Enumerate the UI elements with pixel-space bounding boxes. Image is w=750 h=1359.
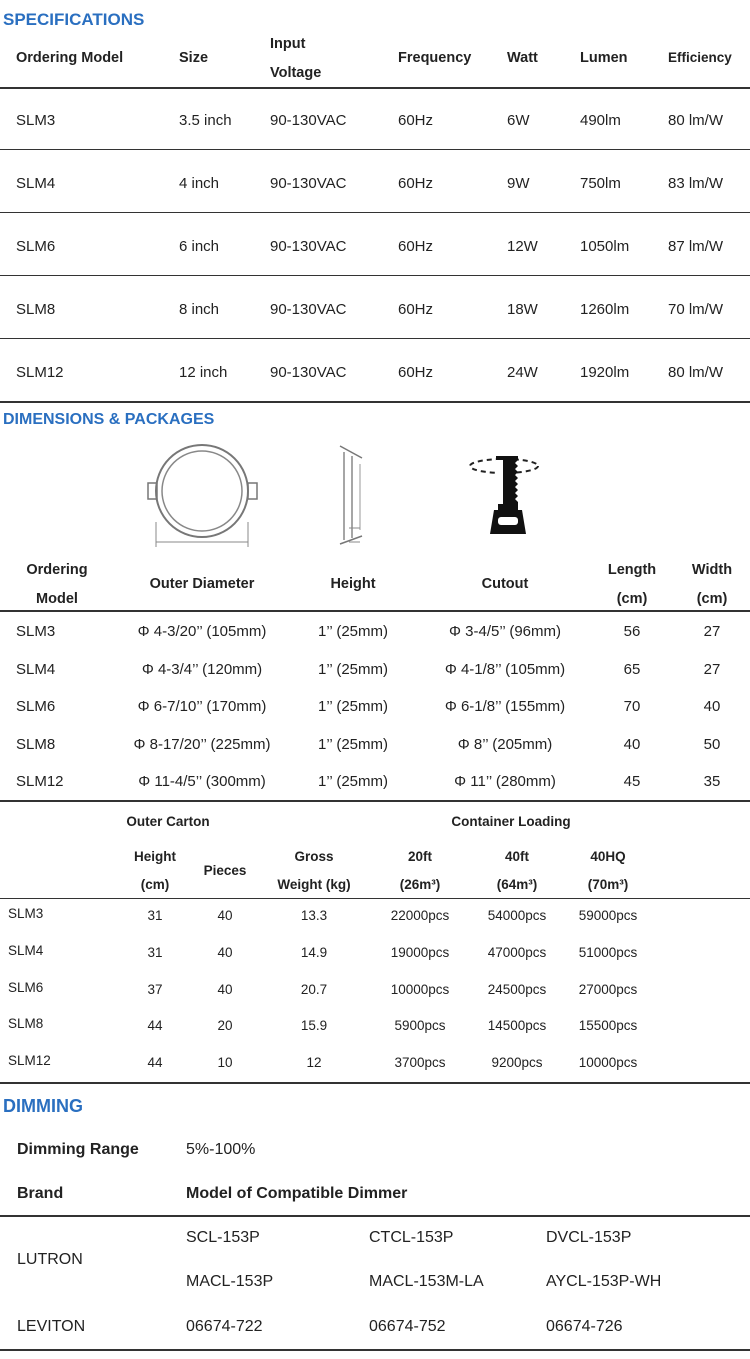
spec-row-rule	[0, 149, 750, 150]
pkg-cell-pieces: 40	[217, 981, 233, 997]
dim-cell-outer-diameter: Φ 6-7/10’’ (170mm)	[137, 698, 267, 715]
leviton-model-2: 06674-752	[369, 1318, 446, 1335]
spec-cell-model: SLM4	[16, 175, 56, 192]
dim-header-length-line1: Length	[607, 562, 657, 578]
lutron-model-4: MACL-153P	[186, 1273, 274, 1290]
spec-row-rule	[0, 275, 750, 276]
spec-header-frequency: Frequency	[398, 50, 472, 66]
dim-cell-cutout: Φ 11’’ (280mm)	[454, 773, 556, 790]
pkg-cell-pieces: 20	[217, 1018, 233, 1034]
pkg-cell-40ft: 9200pcs	[491, 1055, 543, 1071]
dim-cell-outer-diameter: Φ 4-3/4’’ (120mm)	[141, 660, 263, 678]
dim-header-outer-diameter: Outer Diameter	[149, 576, 255, 592]
spec-row-rule	[0, 338, 750, 339]
spec-cell-lumen: 1260lm	[580, 301, 630, 318]
pkg-cell-height: 44	[147, 1055, 163, 1071]
spec-cell-lumen: 1050lm	[580, 238, 630, 255]
dim-cell-cutout: Φ 6-1/8’’ (155mm)	[444, 698, 566, 715]
dimming-model-header: Model of Compatible Dimmer	[186, 1185, 408, 1202]
dimming-bottom-rule	[0, 1349, 750, 1351]
spec-cell-model: SLM3	[16, 112, 56, 129]
lutron-model-1: SCL-153P	[186, 1229, 260, 1246]
pkg-cell-height: 31	[147, 908, 163, 923]
dim-cell-model: SLM3	[16, 623, 56, 640]
pkg-cell-40ft: 47000pcs	[487, 944, 547, 960]
outer-diameter-drawing-icon	[145, 444, 260, 554]
dim-cell-length: 65	[623, 660, 641, 678]
lutron-model-2: CTCL-153P	[369, 1229, 454, 1246]
pkg-cell-height: 31	[147, 944, 163, 960]
pkg-header-height-line2: (cm)	[140, 877, 170, 892]
spec-cell-efficiency: 80 lm/W	[668, 112, 724, 129]
pkg-cell-20ft: 3700pcs	[394, 1055, 446, 1071]
dim-cell-length: 40	[623, 735, 641, 753]
dim-cell-width: 50	[703, 735, 721, 753]
pkg-header-40ft-line2: (64m³)	[496, 877, 538, 892]
pkg-header-container-loading: Container Loading	[451, 814, 571, 829]
dimming-brand-header: Brand	[17, 1185, 64, 1202]
dim-cell-model: SLM12	[16, 773, 64, 790]
dim-header-rule	[0, 610, 750, 612]
pkg-cell-pieces: 40	[217, 944, 233, 960]
pkg-cell-20ft: 19000pcs	[390, 944, 450, 960]
lutron-model-6: AYCL-153P-WH	[546, 1273, 662, 1290]
spec-cell-frequency: 60Hz	[398, 112, 434, 129]
spec-cell-size: 3.5 inch	[179, 112, 232, 129]
pkg-cell-40hq: 10000pcs	[578, 1055, 638, 1071]
pkg-cell-model: SLM3	[8, 906, 44, 921]
dim-header-model-line1: Ordering	[26, 562, 88, 578]
pkg-cell-20ft: 10000pcs	[390, 981, 450, 997]
spec-cell-model: SLM12	[16, 364, 64, 381]
spec-cell-frequency: 60Hz	[398, 301, 434, 318]
pkg-cell-gross-weight: 12	[306, 1055, 322, 1071]
pkg-cell-40hq: 27000pcs	[578, 981, 638, 997]
pkg-cell-model: SLM6	[8, 979, 44, 995]
pkg-header-outer-carton: Outer Carton	[126, 814, 210, 829]
dim-header-length-line2: (cm)	[616, 591, 648, 607]
spec-header-voltage-line1: Input	[270, 36, 306, 52]
spec-cell-lumen: 750lm	[580, 175, 621, 192]
dim-cell-length: 45	[623, 773, 641, 790]
leviton-model-3: 06674-726	[546, 1318, 623, 1335]
pkg-header-height-line1: Height	[134, 849, 176, 864]
pkg-cell-40ft: 14500pcs	[487, 1018, 547, 1034]
dimming-brand-lutron: LUTRON	[17, 1251, 83, 1268]
dim-header-cutout: Cutout	[481, 576, 529, 592]
spec-cell-efficiency: 80 lm/W	[668, 364, 724, 381]
spec-row-rule	[0, 401, 750, 403]
dim-cell-width: 27	[703, 623, 721, 640]
pkg-header-pieces: Pieces	[203, 863, 247, 878]
dim-header-width-line1: Width	[691, 562, 733, 578]
pkg-cell-model: SLM12	[8, 1053, 51, 1069]
pkg-header-20ft-line2: (26m³)	[399, 877, 441, 892]
lutron-model-3: DVCL-153P	[546, 1229, 632, 1246]
pkg-cell-pieces: 10	[217, 1055, 233, 1071]
spec-cell-model: SLM8	[16, 301, 56, 318]
dim-cell-length: 56	[623, 623, 641, 640]
pkg-bottom-rule	[0, 1082, 750, 1084]
pkg-cell-gross-weight: 14.9	[300, 944, 328, 960]
spec-cell-watt: 24W	[507, 364, 538, 381]
spec-cell-model: SLM6	[16, 238, 56, 255]
dim-cell-cutout: Φ 8’’ (205mm)	[457, 735, 553, 753]
cutout-saw-icon	[466, 452, 546, 547]
dimming-title: DIMMING	[3, 1096, 83, 1116]
pkg-header-gross-line2: Weight (kg)	[277, 877, 351, 892]
spec-header-size: Size	[179, 50, 209, 66]
pkg-cell-40hq: 15500pcs	[578, 1018, 638, 1034]
spec-cell-voltage: 90-130VAC	[270, 175, 347, 192]
spec-header-watt: Watt	[507, 50, 538, 66]
spec-cell-size: 4 inch	[179, 175, 220, 192]
spec-cell-frequency: 60Hz	[398, 364, 434, 381]
spec-cell-size: 6 inch	[179, 238, 220, 255]
spec-cell-size: 8 inch	[179, 301, 220, 318]
dim-cell-model: SLM6	[16, 698, 56, 715]
spec-cell-watt: 12W	[507, 238, 538, 255]
dim-cell-width: 27	[703, 660, 721, 678]
pkg-header-rule	[0, 898, 750, 899]
pkg-cell-gross-weight: 15.9	[300, 1018, 328, 1034]
dimensions-title: DIMENSIONS & PACKAGES	[3, 411, 215, 428]
pkg-cell-pieces: 40	[217, 908, 233, 923]
dimming-range-label: Dimming Range	[17, 1141, 139, 1158]
pkg-header-40hq-line1: 40HQ	[590, 849, 626, 864]
spec-cell-voltage: 90-130VAC	[270, 112, 347, 129]
pkg-cell-40ft: 54000pcs	[487, 908, 547, 923]
dim-cell-outer-diameter: Φ 8-17/20’’ (225mm)	[133, 735, 271, 753]
dim-cell-height: 1’’ (25mm)	[317, 660, 389, 678]
specifications-title: SPECIFICATIONS	[3, 10, 145, 29]
height-profile-drawing-icon	[332, 444, 377, 554]
dim-cell-length: 70	[623, 698, 641, 715]
dim-header-model-line2: Model	[36, 591, 78, 607]
pkg-header-40hq-line2: (70m³)	[587, 877, 629, 892]
spec-cell-watt: 18W	[507, 301, 538, 318]
spec-cell-efficiency: 87 lm/W	[668, 238, 724, 255]
spec-cell-voltage: 90-130VAC	[270, 301, 347, 318]
spec-header-voltage-line2: Voltage	[270, 65, 322, 81]
dim-cell-width: 40	[703, 698, 721, 715]
spec-cell-efficiency: 83 lm/W	[668, 175, 724, 192]
dim-header-height: Height	[330, 576, 376, 592]
dim-cell-outer-diameter: Φ 4-3/20’’ (105mm)	[137, 623, 267, 640]
spec-cell-frequency: 60Hz	[398, 238, 434, 255]
dimming-brand-leviton: LEVITON	[17, 1318, 86, 1335]
dimming-range-value: 5%-100%	[186, 1141, 256, 1158]
pkg-cell-height: 37	[147, 981, 163, 997]
dim-cell-height: 1’’ (25mm)	[317, 735, 389, 753]
spec-header-lumen: Lumen	[580, 50, 628, 66]
dim-cell-cutout: Φ 4-1/8’’ (105mm)	[444, 660, 566, 678]
spec-header-model: Ordering Model	[16, 50, 124, 66]
dim-cell-cutout: Φ 3-4/5’’ (96mm)	[449, 623, 561, 640]
lutron-model-5: MACL-153M-LA	[369, 1273, 484, 1290]
pkg-cell-height: 44	[147, 1018, 163, 1034]
spec-cell-watt: 6W	[507, 112, 530, 129]
pkg-cell-gross-weight: 13.3	[300, 908, 328, 923]
dim-cell-height: 1’’ (25mm)	[317, 623, 389, 640]
pkg-cell-20ft: 5900pcs	[394, 1018, 446, 1034]
dim-cell-height: 1’’ (25mm)	[317, 698, 389, 715]
dim-cell-model: SLM4	[16, 660, 56, 678]
spec-header-rule	[0, 87, 750, 89]
dim-header-width-line2: (cm)	[696, 591, 728, 607]
pkg-header-40ft-line1: 40ft	[504, 849, 530, 864]
pkg-cell-20ft: 22000pcs	[390, 908, 450, 923]
spec-row-rule	[0, 212, 750, 213]
spec-cell-frequency: 60Hz	[398, 175, 434, 192]
pkg-cell-model: SLM8	[8, 1016, 44, 1032]
pkg-cell-40hq: 51000pcs	[578, 944, 638, 960]
dim-cell-outer-diameter: Φ 11-4/5’’ (300mm)	[138, 773, 266, 790]
pkg-cell-40hq: 59000pcs	[578, 908, 638, 923]
dimming-header-rule	[0, 1215, 750, 1217]
spec-cell-lumen: 1920lm	[580, 364, 630, 381]
dim-cell-model: SLM8	[16, 735, 56, 753]
pkg-cell-gross-weight: 20.7	[300, 981, 328, 997]
spec-cell-efficiency: 70 lm/W	[668, 301, 724, 318]
spec-header-efficiency: Efficiency	[668, 50, 732, 65]
pkg-cell-40ft: 24500pcs	[487, 981, 547, 997]
pkg-header-gross-line1: Gross	[294, 849, 334, 864]
pkg-cell-model: SLM4	[8, 942, 44, 958]
dim-cell-width: 35	[703, 773, 721, 790]
spec-cell-size: 12 inch	[179, 364, 228, 381]
dim-bottom-rule	[0, 800, 750, 802]
spec-cell-voltage: 90-130VAC	[270, 364, 347, 381]
spec-cell-lumen: 490lm	[580, 112, 621, 129]
spec-cell-watt: 9W	[507, 175, 530, 192]
pkg-header-20ft-line1: 20ft	[407, 849, 433, 864]
spec-cell-voltage: 90-130VAC	[270, 238, 347, 255]
leviton-model-1: 06674-722	[186, 1318, 263, 1335]
dim-cell-height: 1’’ (25mm)	[317, 773, 389, 790]
